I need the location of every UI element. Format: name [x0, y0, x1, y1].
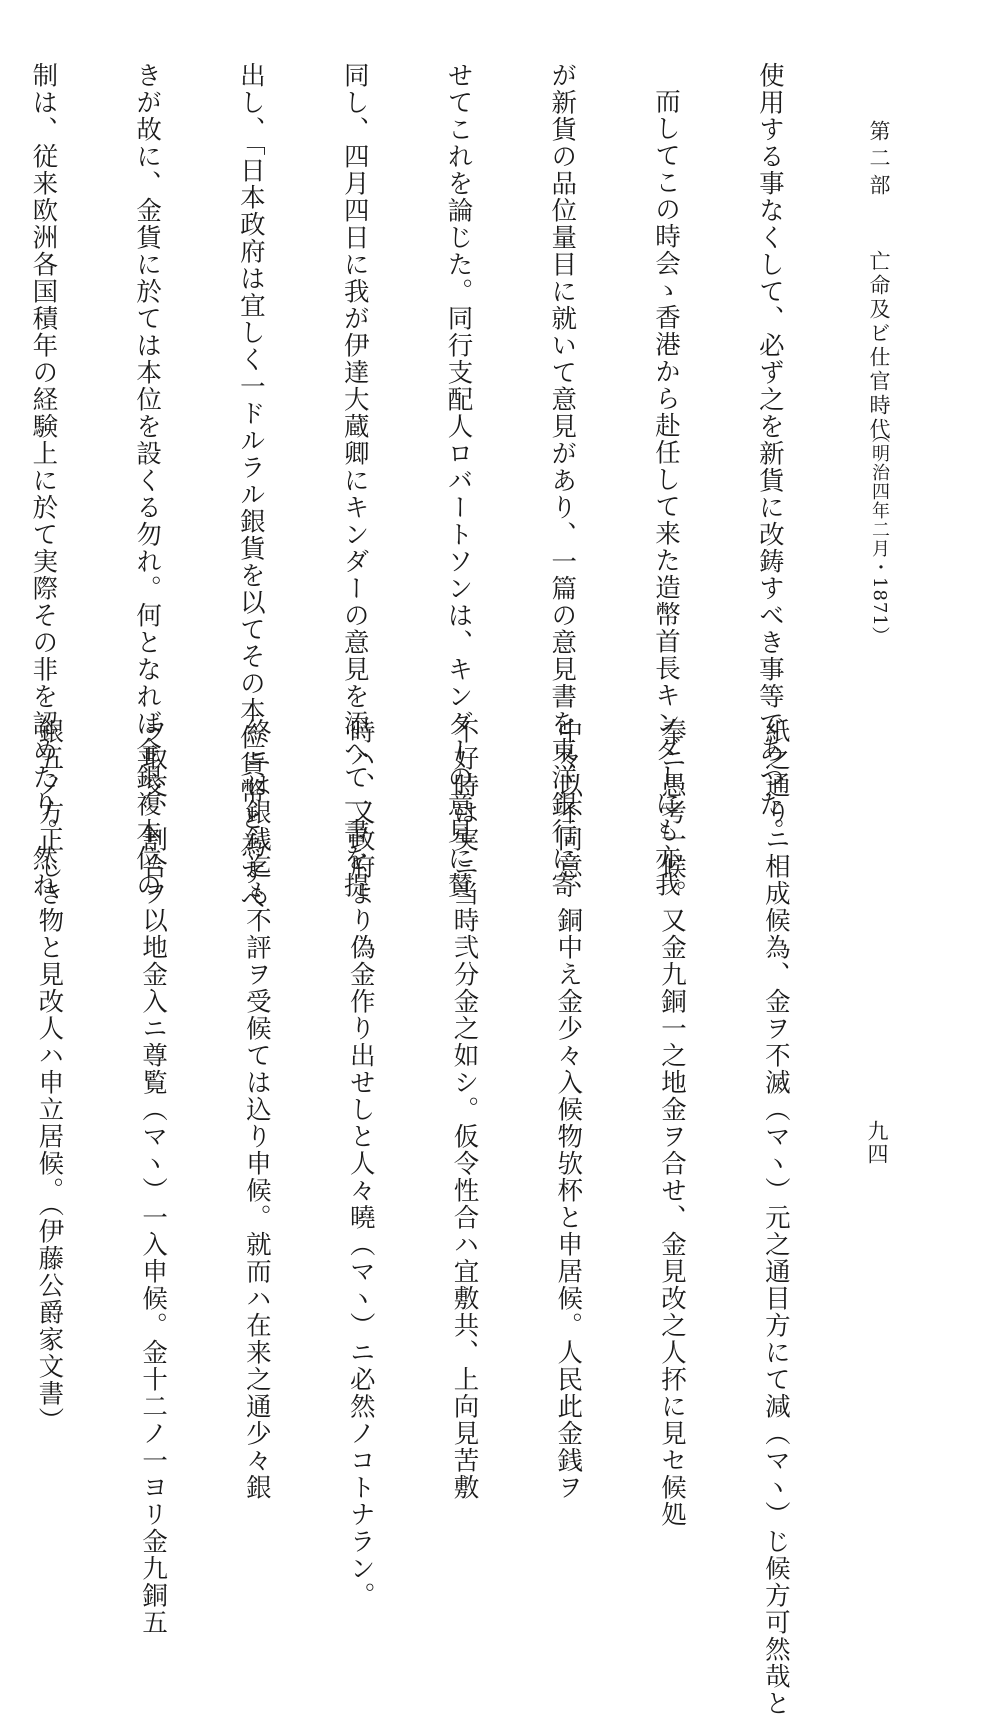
running-head-era: （明治四年二月・1871） [869, 425, 890, 646]
text-line: 使用する事なくして、必ず之を新貨に改鋳すべき事等であつた。 [754, 62, 785, 845]
quote-line: 不好時は実ニ当時弐分金之如シ。仮令性合ハ宜敷共、上向見苦敷 [449, 717, 480, 1501]
text-line: が新貨の品位量目に就いて意見があり、一篇の意見書を東洋銀行に寄 [547, 62, 578, 899]
page-number: 九四 [865, 1120, 889, 1166]
quote-line: ヲ取交、割合ヲ以地金入ニ尊覧（マヽ）一入申候。金十二ノ一ヨリ金九銅五 [138, 717, 169, 1636]
quote-line: 終ニは銀銭迄も不評ヲ受候ては込り申候。就而ハ在来之通少々銀 [241, 717, 272, 1501]
quote-line: 銀五ノ方正しき物と見改人ハ申立居候。（伊藤公爵家文書） [34, 717, 65, 1434]
quote-line: 紙之通りニ相成候為、金ヲ不滅（マヽ）元之通目方にて減（マヽ）じ候方可然哉と [760, 717, 791, 1717]
quote-line: 中々以不同意、銅中え金少々入候物欤杯と申居候。人民此金銭ヲ [553, 717, 584, 1501]
quote-line: 奉ニ愚考一候。又金九銅一之地金ヲ合せ、金見改之人抔に見セ候処 [657, 717, 688, 1528]
text-line: 而してこの時会ゝ香港から赴任して来た造幣首長キンダーにも亦我 [651, 87, 682, 898]
text-line: きが故に、金貨に於ては本位を設くる勿れ。何となれば金銀複本位の [132, 62, 163, 899]
text-line: せてこれを論じた。同行支配人ロバートソンは、キンダーの意見に賛 [443, 62, 474, 899]
lower-text-block [0, 692, 862, 1717]
running-head-title: 亡命及ビ仕官時代 [867, 250, 891, 442]
text-line: 同し、四月四日に我が伊達大蔵卿にキンダーの意見を添へて一書を提 [339, 62, 370, 899]
text-line: 制は、従来欧洲各国積年の経験上に於て実際その非を認めたり。然れ [28, 62, 59, 899]
upper-text-block [0, 62, 856, 914]
quote-line: 時ハ、又政府より偽金作り出せしと人々曉（マヽ）ニ必然ノコトナラン。 [345, 717, 376, 1609]
text-line: 出し、「日本政府は宜しく一ドルラル銀貨を以てその本位貨幣と為すべ [235, 62, 266, 914]
running-head-part: 第二部 [867, 120, 891, 201]
